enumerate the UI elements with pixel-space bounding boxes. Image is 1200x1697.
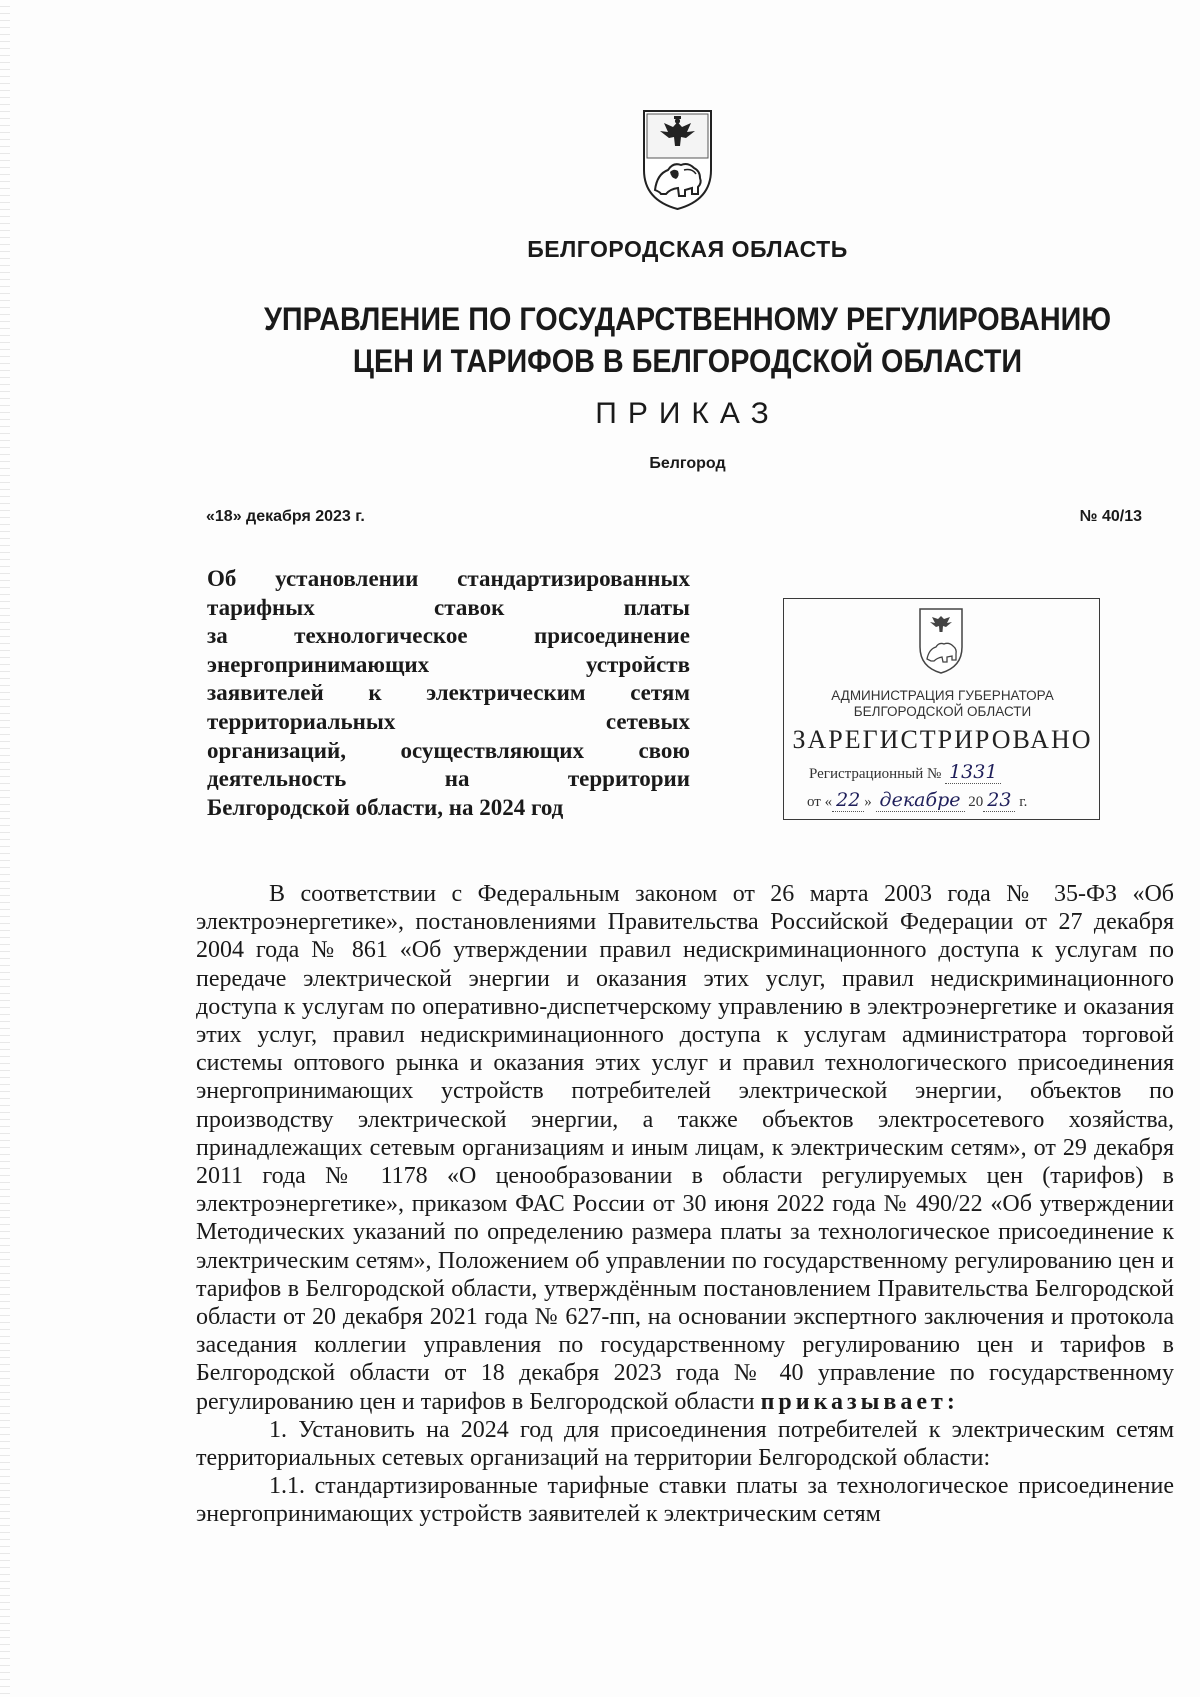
document-date: «18» декабря 2023 г. [206, 508, 365, 525]
subject-line: заявителей к электрическим сетям [207, 680, 690, 706]
document-type: ПРИКАЗ [595, 397, 780, 430]
stamp-registered-label: ЗАРЕГИСТРИРОВАНО [792, 725, 1093, 754]
subject-line: энергопринимающих устройств [207, 651, 690, 677]
body-paragraph-preamble [196, 880, 1174, 1416]
subject-line: Белгородской области, на 2024 год [207, 794, 564, 820]
stamp-year-handwritten: 23 [983, 789, 1015, 812]
stamp-month-handwritten: декабре [876, 789, 965, 812]
document-body [196, 880, 1174, 1529]
registration-stamp [783, 598, 1100, 820]
subject-line: организаций, осуществляющих свою [207, 737, 690, 763]
stamp-registration-number [809, 761, 1001, 783]
document-subject [207, 565, 690, 822]
stamp-reg-number-handwritten: 1331 [945, 761, 1001, 784]
coat-of-arms-icon [640, 108, 715, 212]
subject-line: территориальных сетевых [207, 708, 690, 734]
stamp-registration-date [807, 789, 1027, 811]
stamp-date-mid: » [864, 794, 872, 810]
subject-line: за технологическое присоединение [207, 623, 690, 649]
stamp-year-prefix: 20 [968, 794, 984, 810]
department-title-line-1: УПРАВЛЕНИЕ ПО ГОСУДАРСТВЕННОМУ РЕГУЛИРОВАНИЮ [263, 301, 1112, 337]
stamp-reg-label: Регистрационный № [809, 766, 942, 782]
subject-line: тарифных ставок платы [207, 594, 690, 620]
stamp-year-unit: г. [1019, 794, 1028, 810]
stamp-date-prefix: от « [807, 794, 833, 810]
stamp-coat-of-arms-icon [917, 607, 965, 675]
stamp-administration [784, 688, 1101, 720]
body-paragraph-1-1: 1.1. стандартизированные тарифные ставки платы за технологическое присоединение энергопринимающих устройств заявителей к электрическим сетям [196, 1473, 1174, 1528]
document-number: № 40/13 [1079, 508, 1142, 525]
body-paragraph-1: 1. Установить на 2024 год для присоединения потребителей к электрическим сетям территориальных сетевых организаций на территории Белгородской области: [196, 1416, 1174, 1472]
subject-line: деятельность на территории [207, 766, 690, 792]
city: Белгород [649, 455, 726, 472]
preamble-text: В соответствии с Федеральным законом от 26 марта 2003 года № 35-ФЗ «Об электроэнергетике», постановлениями Правительства Российской Федерации от 27 декабря 2004 года № 861 «Об утверждении правил недискриминационного доступа к услугам по передаче электрической энергии и оказания этих услуг, правил недискриминационного доступа к услугам по оперативно-диспетчерскому управлению в электроэнергетике и оказания этих услуг, правил недискриминационного доступа к услугам администратора торговой системы оптового рынка и оказания этих услуг и правил технологического присоединения энергопринимающих устройств потребителей электрической энергии, объектов по производству электрической энергии, а также объектов электросетевого хозяйства, принадлежащих сетевым организациям и иным лицам, к электрическим сетям», от 29 декабря 2011 года № 1178 «О ценообразовании в области регулируемых цен (тарифов) в электроэнергетике», приказом ФАС России от 30 июня 2022 года № 490/22 «Об утверждении Методических указаний по определению размера платы за технологическое присоединение к электрическим сетям», Положением об управлении по государственному регулированию цен и тарифов в Белгородской области, утверждённым постановлением Правительства Белгородской области от 20 декабря 2021 года № 627-пп, на основании экспертного заключения и протокола заседания коллегии управления по государственному регулированию цен и тарифов в Белгородской области от 18 декабря 2023 года № 40 управление по государственному регулированию цен и тарифов в Белгородской области [196, 881, 1174, 1415]
region-title: БЕЛГОРОДСКАЯ ОБЛАСТЬ [527, 236, 848, 262]
stamp-admin-line-2: БЕЛГОРОДСКОЙ ОБЛАСТИ [853, 704, 1032, 719]
stamp-admin-line-1: АДМИНИСТРАЦИЯ ГУБЕРНАТОРА [831, 688, 1054, 703]
department-title [249, 298, 1127, 382]
stamp-day-handwritten: 22 [832, 789, 864, 812]
preamble-action: приказывает: [760, 1388, 959, 1415]
subject-line: Об установлении стандартизированных [207, 566, 690, 591]
department-title-line-2: ЦЕН И ТАРИФОВ В БЕЛГОРОДСКОЙ ОБЛАСТИ [352, 343, 1023, 379]
